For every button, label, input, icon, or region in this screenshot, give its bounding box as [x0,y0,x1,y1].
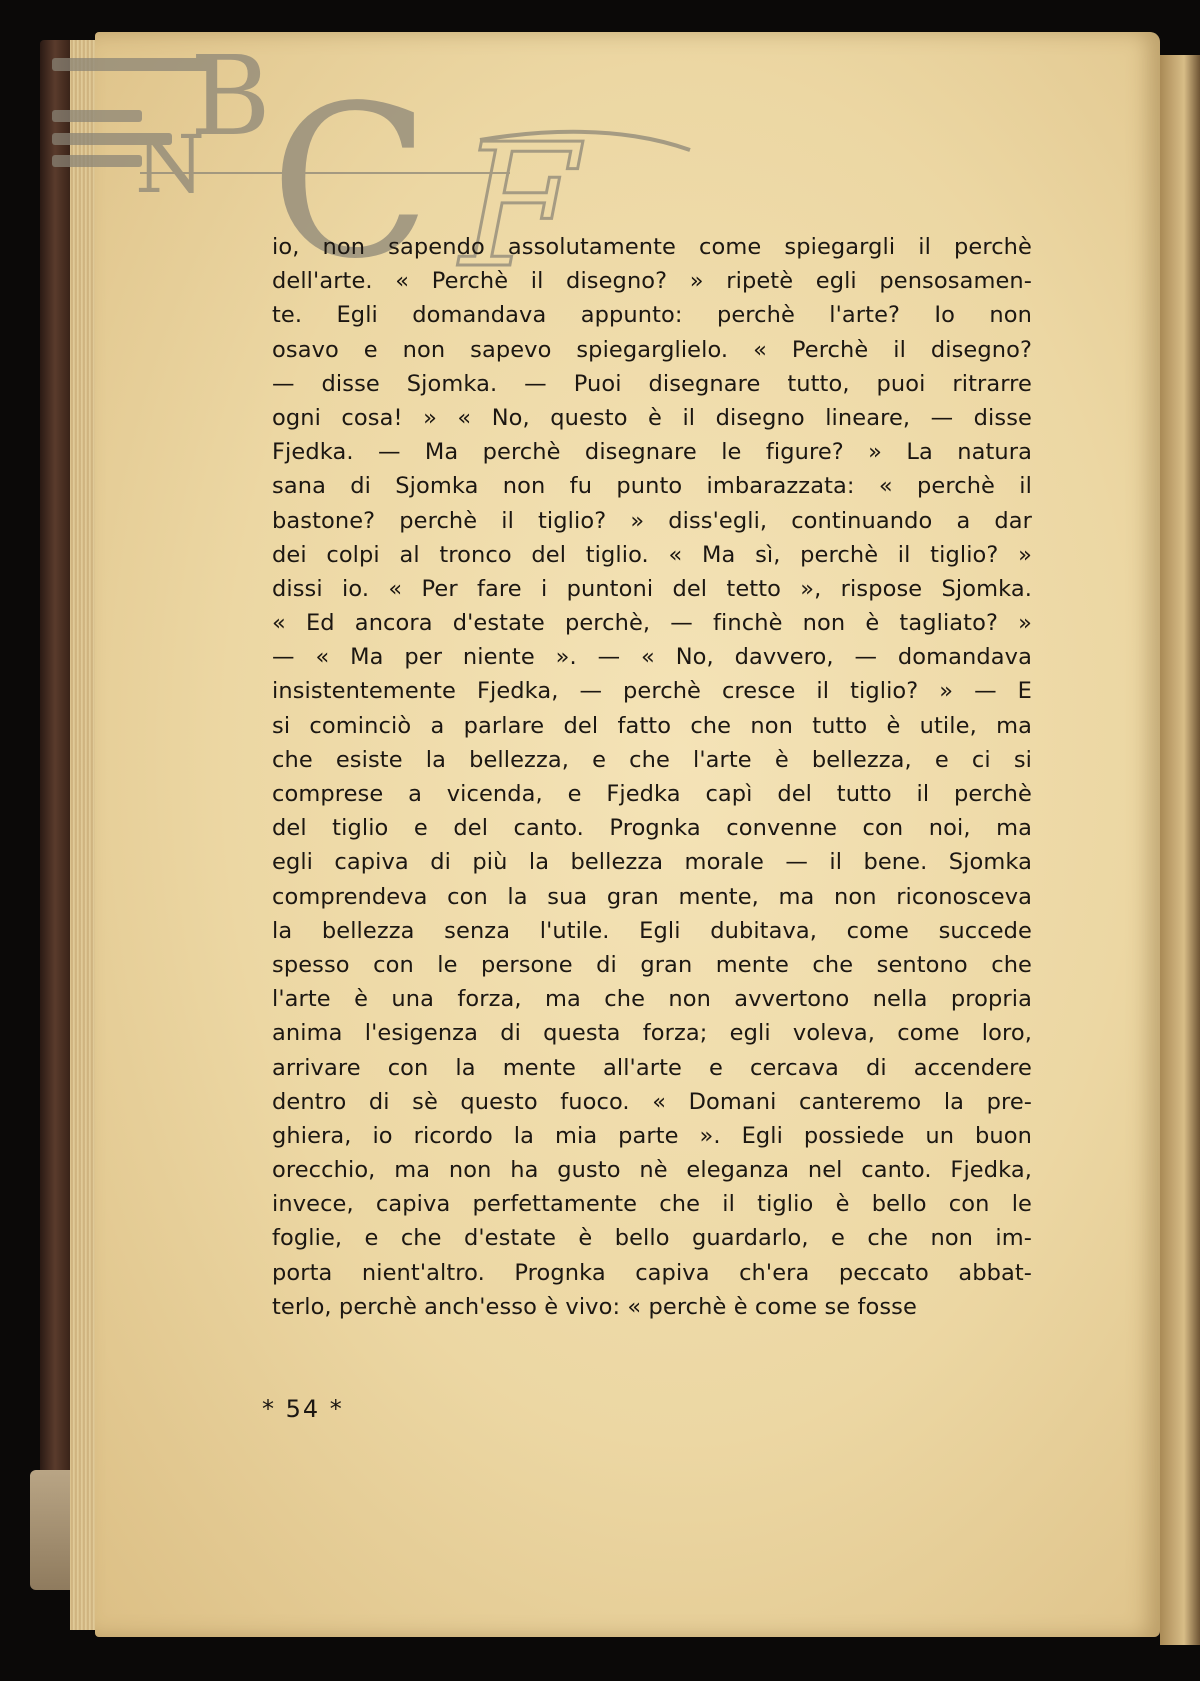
text-line: osavo e non sapevo spiegarglielo. « Perchè il disegno? [272,336,1032,363]
text-line: ghiera, io ricordo la mia parte ». Egli possiede un buon [272,1122,1032,1149]
text-line: spesso con le persone di gran mente che sentono che [272,951,1032,978]
watermark-letter-f: F [460,108,578,270]
text-line: terlo, perchè anch'esso è vivo: « perchè è come se fosse [272,1293,917,1320]
body-text [272,230,1032,1324]
text-line: porta nient'altro. Prognka capiva ch'era peccato abbat- [272,1259,1032,1286]
facing-page-edge [1160,55,1200,1645]
text-line: — « Ma per niente ». — « No, davvero, — domandava [272,644,1032,671]
text-line: dissi io. « Per fare i puntoni del tetto », rispose Sjomka. [272,575,1032,602]
text-line: dentro di sè questo fuoco. « Domani canteremo la pre- [272,1088,1032,1115]
watermark-letter-b: B [190,32,271,160]
text-line: sana di Sjomka non fu punto imbarazzata: « perchè il [272,473,1032,500]
watermark-letter-n: N [135,118,205,211]
text-line: foglie, e che d'estate è bello guardarlo, e che non im- [272,1225,1032,1252]
text-line: arrivare con la mente all'arte e cercava di accendere [272,1054,1032,1081]
text-line: che esiste la bellezza, e che l'arte è bellezza, e ci si [272,746,1032,773]
text-line: bastone? perchè il tiglio? » diss'egli, continuando a dar [272,507,1032,534]
text-line: egli capiva di più la bellezza morale — il bene. Sjomka [272,849,1032,876]
text-line: comprese a vicenda, e Fjedka capì del tutto il perchè [272,781,1032,807]
text-line: dei colpi al tronco del tiglio. « Ma sì, perchè il tiglio? » [272,541,1032,568]
text-line: si cominciò a parlare del fatto che non tutto è utile, ma [272,712,1032,739]
text-line: te. Egli domandava appunto: perchè l'arte? Io non [272,302,1032,329]
text-line: l'arte è una forza, ma che non avvertono nella propria [272,986,1032,1013]
text-line: anima l'esigenza di questa forza; egli voleva, come loro, [272,1020,1032,1047]
text-line: ogni cosa! » « No, questo è il disegno lineare, — disse [272,404,1032,431]
watermark-letter-c: C [270,60,431,270]
text-line: — disse Sjomka. — Puoi disegnare tutto, puoi ritrarre [272,370,1032,397]
text-line: del tiglio e del canto. Prognka convenne con noi, ma [272,815,1032,842]
text-line: « Ed ancora d'estate perchè, — finchè non è tagliato? » [272,610,1032,637]
text-line: invece, capiva perfettamente che il tiglio è bello con le [272,1191,1032,1218]
text-line: dell'arte. « Perchè il disegno? » ripetè egli pensosamen- [272,268,1032,295]
text-line: la bellezza senza l'utile. Egli dubitava, come succede [272,917,1032,944]
page-number: * 54 * [262,1395,344,1423]
text-line: comprendeva con la sua gran mente, ma non riconosceva [272,883,1032,910]
text-line: orecchio, ma non ha gusto nè eleganza nel canto. Fjedka, [272,1157,1032,1184]
text-line: insistentemente Fjedka, — perchè cresce il tiglio? » — E [272,678,1032,705]
text-line: io, non sapendo assolutamente come spiegargli il perchè [272,234,1032,260]
text-line: Fjedka. — Ma perchè disegnare le figure? » La natura [272,439,1032,466]
